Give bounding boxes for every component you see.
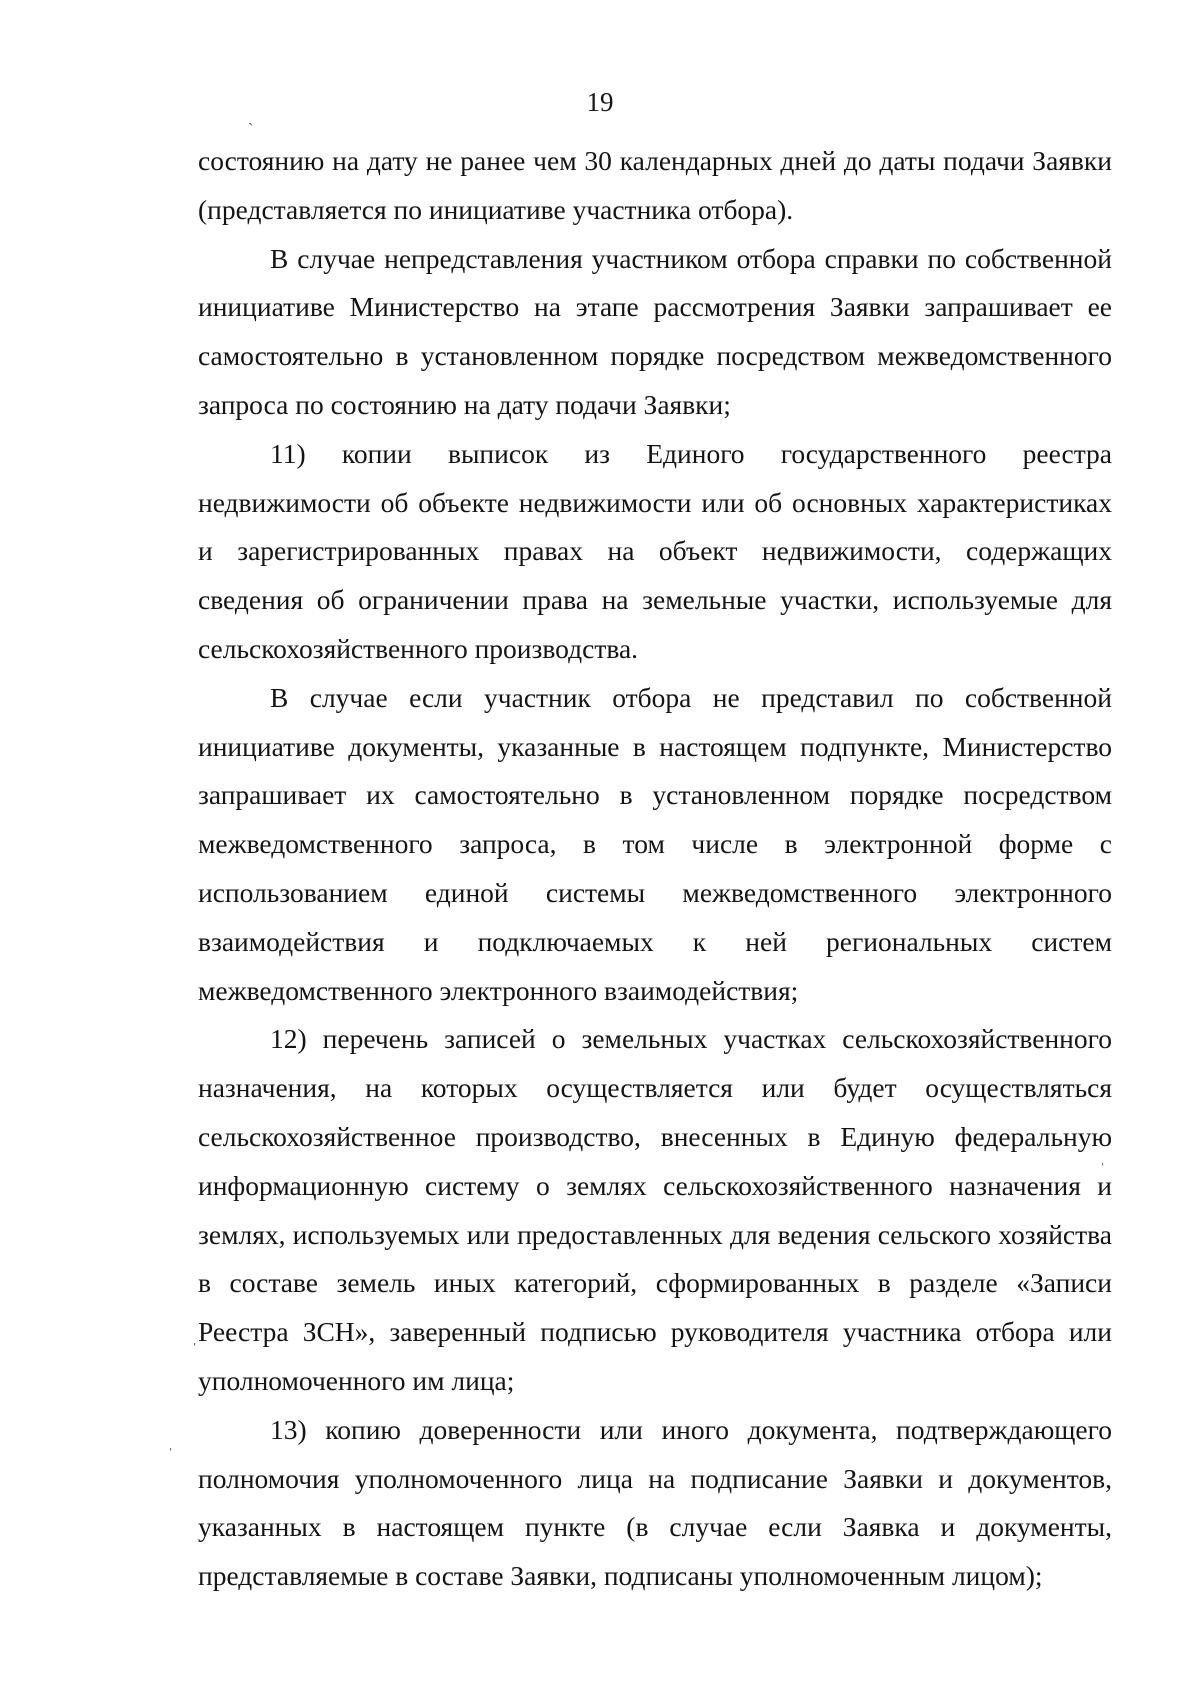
scan-artifact: ˌ [1100, 1149, 1106, 1166]
scan-artifact: ˏ [248, 109, 254, 126]
page-number: 19 [586, 87, 614, 117]
paragraph-3-item-11: 11) копии выписок из Единого государственного реестра недвижимости об объекте недвижимости или об основных характеристиках и зарегистрированных правах на объект недвижимости, содержащих сведения об ограничении права на земельные участки, используемые для сельскохозяйственного производства. [198, 437, 1112, 664]
paragraph-2: В случае непредставления участником отбора справки по собственной инициативе Министерство на этапе рассмотрения Заявки запрашивает ее самостоятельно в установленном порядке посредством межведомственного запроса по состоянию на дату подачи Заявки; [198, 242, 1112, 420]
document-body [198, 137, 1112, 1601]
paragraph-6-item-13: 13) копию доверенности или иного документа, подтверждающего полномочия уполномоченного лица на подписание Заявки и документов, указанных в настоящем пункте (в случае если Заявка и документы, представляемые в составе Заявки, подписаны уполномоченным лицом); [198, 1413, 1112, 1592]
paragraph-4: В случае если участник отбора не представил по собственной инициативе документы, указанные в настоящем подпункте, Министерство запрашивает их самостоятельно в установленном порядке посредством межведомственного запроса, в том числе в электронной форме с использованием единой системы межведомственного электронного взаимодействия и подключаемых к ней региональных систем межведомственного электронного взаимодействия; [198, 681, 1112, 1006]
paragraph-5-item-12: 12) перечень записей о земельных участках сельскохозяйственного назначения, на которых осуществляется или будет осуществляться сельскохозяйственное производство, внесенных в Единую федеральную информационную систему о землях сельскохозяйственного назначения и землях, используемых или предоставленных для ведения сельского хозяйства в составе земель иных категорий, сформированных в разделе «Записи Реестра ЗСН», заверенный подписью руководителя участника отбора или уполномоченного им лица; [198, 1023, 1112, 1396]
scan-artifact: ˌ [192, 1329, 198, 1346]
scan-artifact: ˌ [168, 1434, 174, 1451]
paragraph-1: состоянию на дату не ранее чем 30 календарных дней до даты подачи Заявки (представляется по инициативе участника отбора). [198, 145, 1112, 225]
